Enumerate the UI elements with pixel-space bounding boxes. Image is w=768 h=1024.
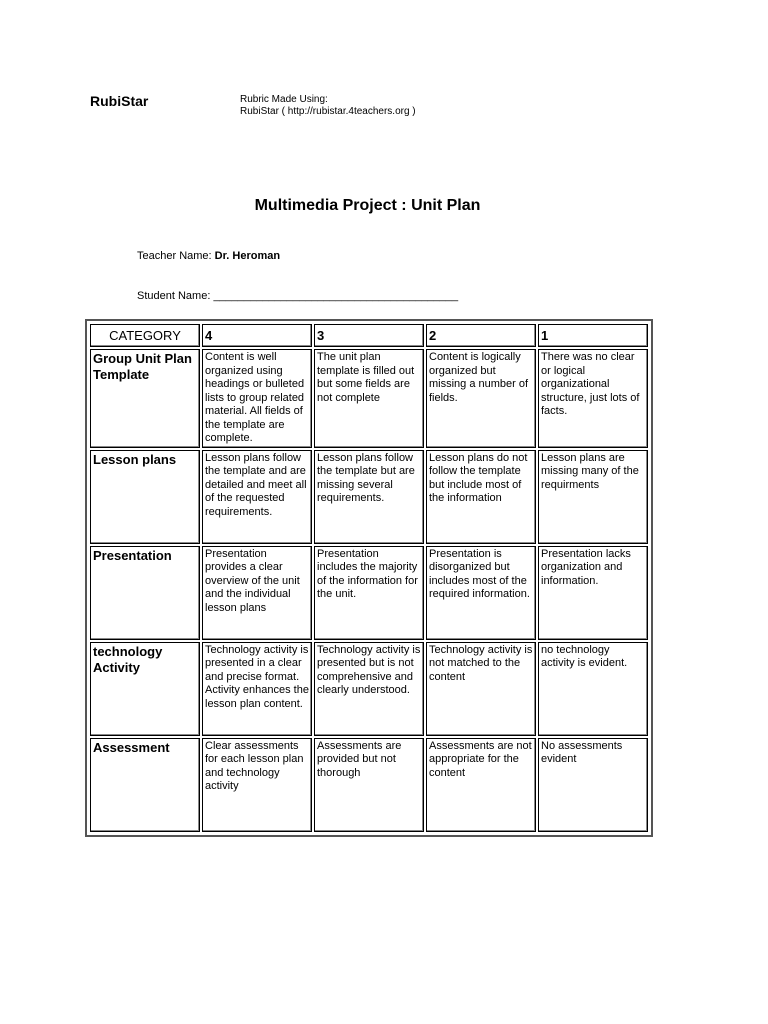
criteria-cell: Technology activity is presented in a clear and precise format. Activity enhances the lesson plan content. — [202, 642, 312, 736]
criteria-cell: Lesson plans do not follow the template but include most of the information — [426, 450, 536, 544]
criteria-cell: Presentation is disorganized but includes most of the required information. — [426, 546, 536, 640]
rubric-table-frame — [85, 319, 653, 837]
criteria-cell: Presentation lacks organization and information. — [538, 546, 648, 640]
student-name-label: Student Name: — [137, 290, 211, 302]
column-header-score-1: 1 — [538, 324, 648, 347]
student-name-line — [137, 290, 458, 302]
teacher-name-label: Teacher Name: — [137, 250, 212, 262]
column-header-category: CATEGORY — [90, 324, 200, 347]
rubric-header-row — [90, 324, 648, 347]
criteria-cell: Clear assessments for each lesson plan and technology activity — [202, 738, 312, 832]
criteria-cell: Technology activity is not matched to the content — [426, 642, 536, 736]
student-name-blank: ________________________________________ — [213, 290, 459, 302]
column-header-score-2: 2 — [426, 324, 536, 347]
category-cell: Lesson plans — [90, 450, 200, 544]
made-using-line-1: Rubric Made Using: — [240, 94, 328, 105]
criteria-cell: Lesson plans follow the template and are detailed and meet all of the requested requirements. — [202, 450, 312, 544]
category-cell: technology Activity — [90, 642, 200, 736]
table-row — [90, 349, 648, 448]
criteria-cell: Presentation provides a clear overview of the unit and the individual lesson plans — [202, 546, 312, 640]
criteria-cell: Lesson plans follow the template but are missing several requirements. — [314, 450, 424, 544]
table-row — [90, 450, 648, 544]
table-row — [90, 738, 648, 832]
teacher-name-line — [137, 250, 280, 262]
criteria-cell: Content is logically organized but missing a number of fields. — [426, 349, 536, 448]
criteria-cell: Assessments are provided but not thorough — [314, 738, 424, 832]
criteria-cell: Assessments are not appropriate for the content — [426, 738, 536, 832]
criteria-cell: Content is well organized using headings or bulleted lists to group related material. All fields of the template are complete. — [202, 349, 312, 448]
criteria-cell: No assessments evident — [538, 738, 648, 832]
category-cell: Assessment — [90, 738, 200, 832]
table-row — [90, 642, 648, 736]
criteria-cell: Technology activity is presented but is not comprehensive and clearly understood. — [314, 642, 424, 736]
made-using-note — [240, 94, 416, 118]
teacher-name-value: Dr. Heroman — [214, 250, 281, 262]
column-header-score-3: 3 — [314, 324, 424, 347]
brand-name: RubiStar — [90, 93, 149, 109]
page-title: Multimedia Project : Unit Plan — [254, 197, 481, 214]
category-cell: Group Unit Plan Template — [90, 349, 200, 448]
column-header-score-4: 4 — [202, 324, 312, 347]
table-row — [90, 546, 648, 640]
made-using-line-2: RubiStar ( http://rubistar.4teachers.org ) — [240, 106, 416, 117]
category-cell: Presentation — [90, 546, 200, 640]
criteria-cell: The unit plan template is filled out but some fields are not complete — [314, 349, 424, 448]
criteria-cell: no technology activity is evident. — [538, 642, 648, 736]
criteria-cell: There was no clear or logical organizational structure, just lots of facts. — [538, 349, 648, 448]
criteria-cell: Presentation includes the majority of the information for the unit. — [314, 546, 424, 640]
rubric-table — [88, 322, 650, 834]
criteria-cell: Lesson plans are missing many of the requirments — [538, 450, 648, 544]
